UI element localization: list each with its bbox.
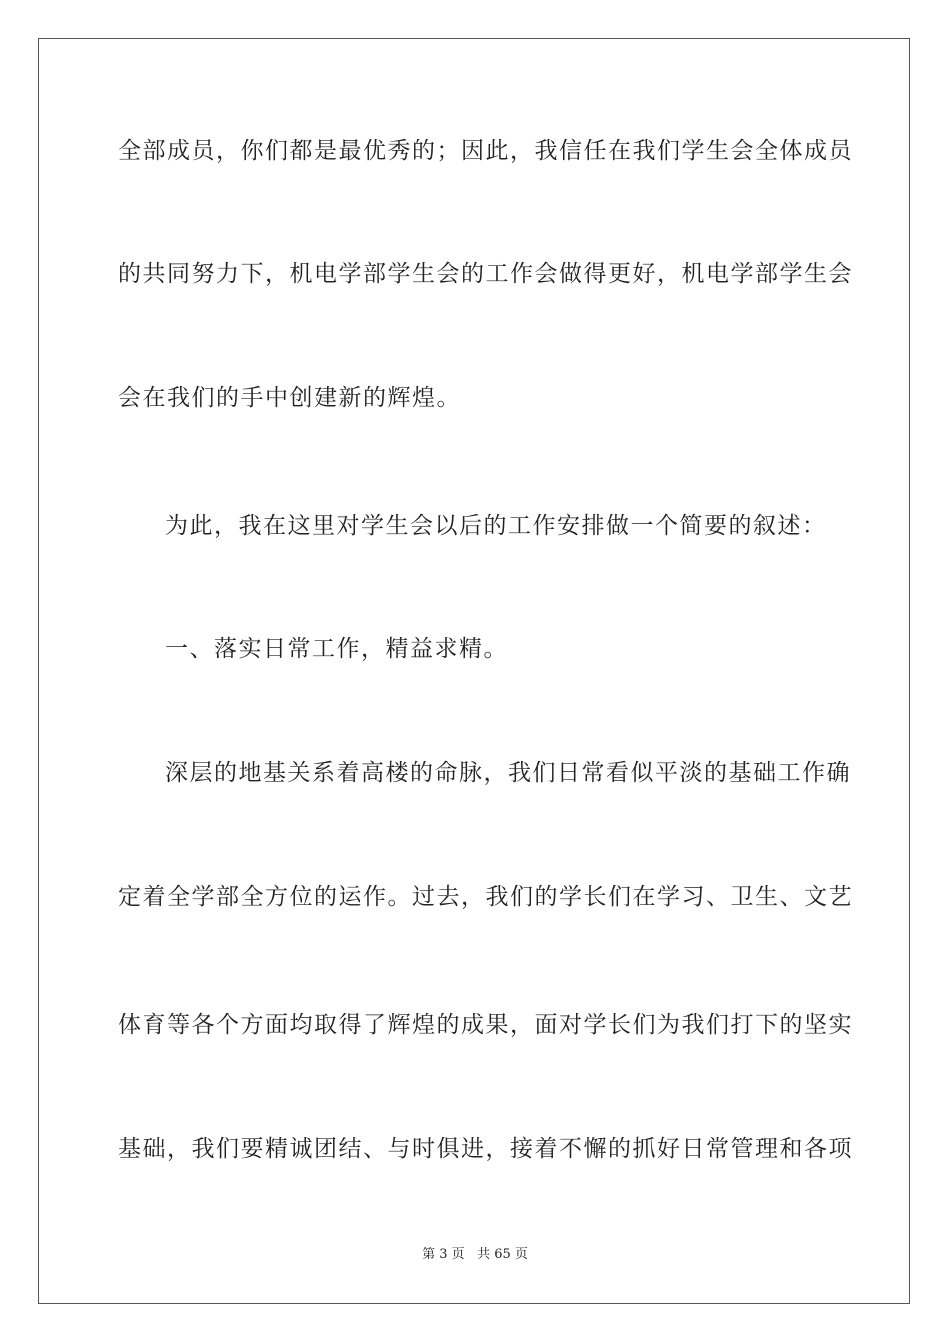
paragraph-line-8: 体育等各个方面均取得了辉煌的成果，面对学长们为我们打下的坚实 bbox=[118, 1012, 853, 1038]
page-number: 第 3 页 bbox=[422, 1247, 465, 1262]
paragraph-line-1: 全部成员，你们都是最优秀的；因此，我信任在我们学生会全体成员 bbox=[118, 138, 853, 164]
paragraph-line-7: 定着全学部全方位的运作。过去，我们的学长们在学习、卫生、文艺 bbox=[118, 884, 853, 910]
paragraph-line-3: 会在我们的手中创建新的辉煌。 bbox=[118, 385, 461, 411]
paragraph-line-9: 基础，我们要精诚团结、与时俱进，接着不懈的抓好日常管理和各项 bbox=[118, 1136, 853, 1162]
page-border bbox=[38, 38, 910, 1304]
page-footer bbox=[0, 1246, 950, 1264]
paragraph-line-4: 为此，我在这里对学生会以后的工作安排做一个简要的叙述： bbox=[165, 513, 827, 539]
paragraph-line-6: 深层的地基关系着高楼的命脉，我们日常看似平淡的基础工作确 bbox=[165, 760, 851, 786]
paragraph-line-2: 的共同努力下，机电学部学生会的工作会做得更好，机电学部学生会 bbox=[118, 261, 853, 287]
section-heading: 一、落实日常工作，精益求精。 bbox=[165, 636, 508, 662]
page-total: 共 65 页 bbox=[477, 1247, 528, 1262]
